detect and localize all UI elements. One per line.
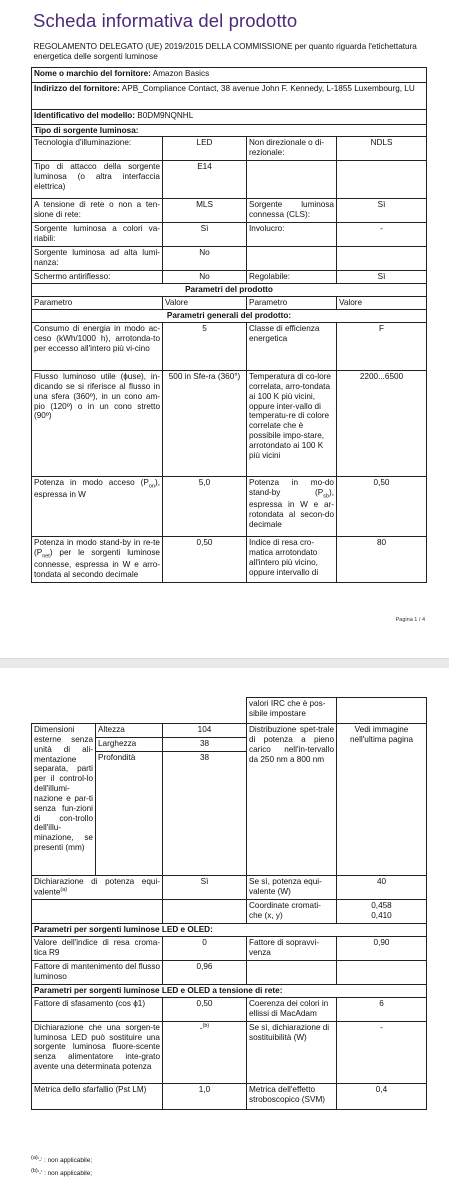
row-label (247, 247, 337, 271)
row-label: Involucro: (247, 223, 337, 247)
row-value: 5 (163, 323, 247, 371)
row-value (163, 900, 247, 924)
dimensions-label: Dimensioni esterne senza unità di ali-mentazione separata, parti per il control-lo dell'illumi-nazione e par-ti senza fun-zioni di con-trollo dell'illu-minazione, se presenti (mm) (32, 724, 96, 876)
row-value: - (337, 1021, 427, 1083)
row-value (337, 161, 427, 199)
row-label: Sorgente luminosa a colori va-riabili: (32, 223, 163, 247)
table-row (32, 371, 427, 477)
table-row (32, 247, 427, 271)
row-label: Classe di efficienza energetica (247, 323, 337, 371)
row-label: Potenza in modo acceso $(P_{on})$, espressa in W (32, 477, 163, 537)
table-row (32, 997, 427, 1021)
row-value: 0,458 0,410 (337, 900, 427, 924)
row-label: Flusso luminoso utile (ɸuse), in-dicando se si riferisce al flusso in una sfera (360º), in un cono am-pio (120º) o in un cono stretto (90º) (32, 371, 163, 477)
table-row (32, 1083, 427, 1109)
row-value: 0,50 (163, 997, 247, 1021)
table-row (32, 137, 427, 161)
model-row (32, 109, 427, 124)
height-label: Altezza (96, 724, 163, 738)
row-label: Metrica dell'effetto stroboscopico (SVM) (247, 1083, 337, 1109)
row-label: Regolabile: (247, 271, 337, 284)
row-label: Non direzionale o di-rezionale: (247, 137, 337, 161)
row-label (32, 900, 163, 924)
depth-label: Profondità (96, 752, 163, 876)
row-value: 0,50 (163, 537, 247, 583)
row-value: - (337, 223, 427, 247)
row-label: Fattore di sopravvi-venza (247, 936, 337, 960)
row-label: Coordinate cromati-che (x, y) (247, 900, 337, 924)
row-label (247, 960, 337, 984)
product-info-table-page-2 (31, 697, 427, 1110)
model-label: Identificativo del modello: (34, 110, 135, 120)
row-value: Sì (163, 876, 247, 900)
cri-continued: valori IRC che è pos-sibile impostare (247, 698, 337, 724)
supplier-address: APB_Compliance Contact, 38 avenue John F. Kennedy, L-1855 Luxembourg, LU (121, 83, 415, 93)
row-label: Valore dell'indice di resa croma-tica R9 (32, 936, 163, 960)
row-value: 0,4 (337, 1083, 427, 1109)
row-value: E14 (163, 161, 247, 199)
row-label (247, 161, 337, 199)
row-label: Tecnologia d'illuminazione: (32, 137, 163, 161)
row-value: No (163, 271, 247, 284)
width-value: 38 (163, 738, 247, 752)
column-header: Valore (337, 297, 427, 310)
page-number: Pagina 1 / 4 (395, 617, 425, 623)
row-value: 40 (337, 876, 427, 900)
table-row (32, 960, 427, 984)
row-value: 0,50 (337, 477, 427, 537)
row-value: Sì (163, 223, 247, 247)
row-label: Potenza in mo-do stand-by $(P_{sb})$, espressa in W e ar-rotondata al secon-do decimale (247, 477, 337, 537)
row-label: Se sì, potenza equi-valente (W) (247, 876, 337, 900)
table-row (32, 323, 427, 371)
led-oled-heading: Parametri per sorgenti luminose LED e OLED: (32, 924, 427, 937)
table-row (32, 537, 427, 583)
row-value: 0 (163, 936, 247, 960)
row-value: 0,90 (337, 936, 427, 960)
row-value: LED (163, 137, 247, 161)
table-row (32, 477, 427, 537)
row-value: F (337, 323, 427, 371)
row-label: Sorgente luminosa ad alta lumi-nanza: (32, 247, 163, 271)
document-title: Scheda informativa del prodotto (33, 10, 298, 31)
supplier-name-label: Nome o marchio del fornitore: (34, 68, 151, 78)
supplier-name: Amazon Basics (152, 68, 210, 78)
table-row (32, 223, 427, 247)
product-info-table-page-1 (31, 39, 427, 583)
supplier-name-row (32, 67, 427, 82)
row-value: MLS (163, 199, 247, 223)
row-label: Potenza in modo stand-by in re-te $(P_{net})$ per le sorgenti luminose connesse, espressa in W e arro-tondata al secondo decimale (32, 537, 163, 583)
row-label: Coerenza dei colori in ellissi di MacAdam (247, 997, 337, 1021)
footnote-b: $^{(b)}$'-' : non applicabile; (31, 1168, 93, 1178)
dimensions-row (32, 724, 427, 738)
row-value (337, 960, 427, 984)
footnote-a: $^{(a)}$'-' : non applicabile; (31, 1155, 93, 1165)
row-label: Metrica dello sfarfallio (Pst LM) (32, 1083, 163, 1109)
row-label: Dichiarazione di potenza equi-valente$^{(a)}$ (32, 876, 163, 900)
row-value: 6 (337, 997, 427, 1021)
row-value: 500 in Sfe-ra (360°) (163, 371, 247, 477)
model-identifier: B0DM9NQNHL (137, 110, 194, 120)
table-row (32, 936, 427, 960)
row-label: Indice di resa cro-matica arrotondato all'intero più vicino, oppure intervallo di (247, 537, 337, 583)
row-label: Temperatura di co-lore correlata, arro-tondata ai 100 K più vicini, oppure inter-vallo di temperatu-re di colore correlate che è possibile impo-stare, arrotondato ai 100 K più vicini (247, 371, 337, 477)
table-row (32, 199, 427, 223)
row-value: 0,96 (163, 960, 247, 984)
row-label: Schermo antiriflesso: (32, 271, 163, 284)
column-header: Valore (163, 297, 247, 310)
column-header-row (32, 297, 427, 310)
supplier-address-label: Indirizzo del fornitore: (34, 83, 120, 93)
general-params-heading: Parametri generali del prodotto: (32, 310, 427, 323)
column-header: Parametro (247, 297, 337, 310)
table-row (32, 900, 427, 924)
page-2 (0, 668, 449, 1200)
row-value (337, 247, 427, 271)
row-label: Dichiarazione che una sorgen-te luminosa LED può sostituire una sorgente luminosa fluore-scente senza alimentatore inte-grato avente una determinata potenza (32, 1021, 163, 1083)
column-header: Parametro (32, 297, 163, 310)
row-label: Sorgente luminosa connessa (CLS): (247, 199, 337, 223)
width-label: Larghezza (96, 738, 163, 752)
depth-value: 38 (163, 752, 247, 876)
height-value: 104 (163, 724, 247, 738)
source-type-heading: Tipo di sorgente luminosa: (32, 124, 427, 137)
row-value: -$^{(b)}$ (163, 1021, 247, 1083)
row-value: NDLS (337, 137, 427, 161)
table-row (32, 161, 427, 199)
product-params-heading: Parametri del prodotto (32, 284, 427, 297)
led-mains-heading: Parametri per sorgenti luminose LED e OLED a tensione di rete: (32, 984, 427, 997)
spectral-distribution-value: Vedi immagine nell'ultima pagina (337, 724, 427, 876)
row-value: 2200...6500 (337, 371, 427, 477)
supplier-address-row (32, 82, 427, 109)
row-label: Consumo di energia in modo ac-ceso (kWh/1000 h), arrotonda-to per eccesso all'intero più vi-cino (32, 323, 163, 371)
regulation-text: REGOLAMENTO DELEGATO (UE) 2019/2015 DELLA COMMISSIONE per quanto riguarda l'etichettatura energetica delle sorgenti luminose (32, 39, 427, 67)
row-value: No (163, 247, 247, 271)
row-value: 5,0 (163, 477, 247, 537)
row-label: A tensione di rete o non a ten-sione di rete: (32, 199, 163, 223)
row-value: Sì (337, 271, 427, 284)
table-row (32, 1021, 427, 1083)
row-value: Sì (337, 199, 427, 223)
spectral-distribution-label: Distribuzione spet-trale di potenza a pieno carico nell'in-tervallo da 250 nm a 800 nm (247, 724, 337, 876)
row-value: 1,0 (163, 1083, 247, 1109)
table-row (32, 271, 427, 284)
page-separator (0, 658, 449, 668)
row-label: Fattore di mantenimento del flusso luminoso (32, 960, 163, 984)
row-label: Tipo di attacco della sorgente luminosa (o altra interfaccia elettrica) (32, 161, 163, 199)
row-label: Se sì, dichiarazione di sostituibilità (W) (247, 1021, 337, 1083)
row-label: Fattore di sfasamento (cos ϕ1) (32, 997, 163, 1021)
table-row (32, 876, 427, 900)
row-value: 80 (337, 537, 427, 583)
